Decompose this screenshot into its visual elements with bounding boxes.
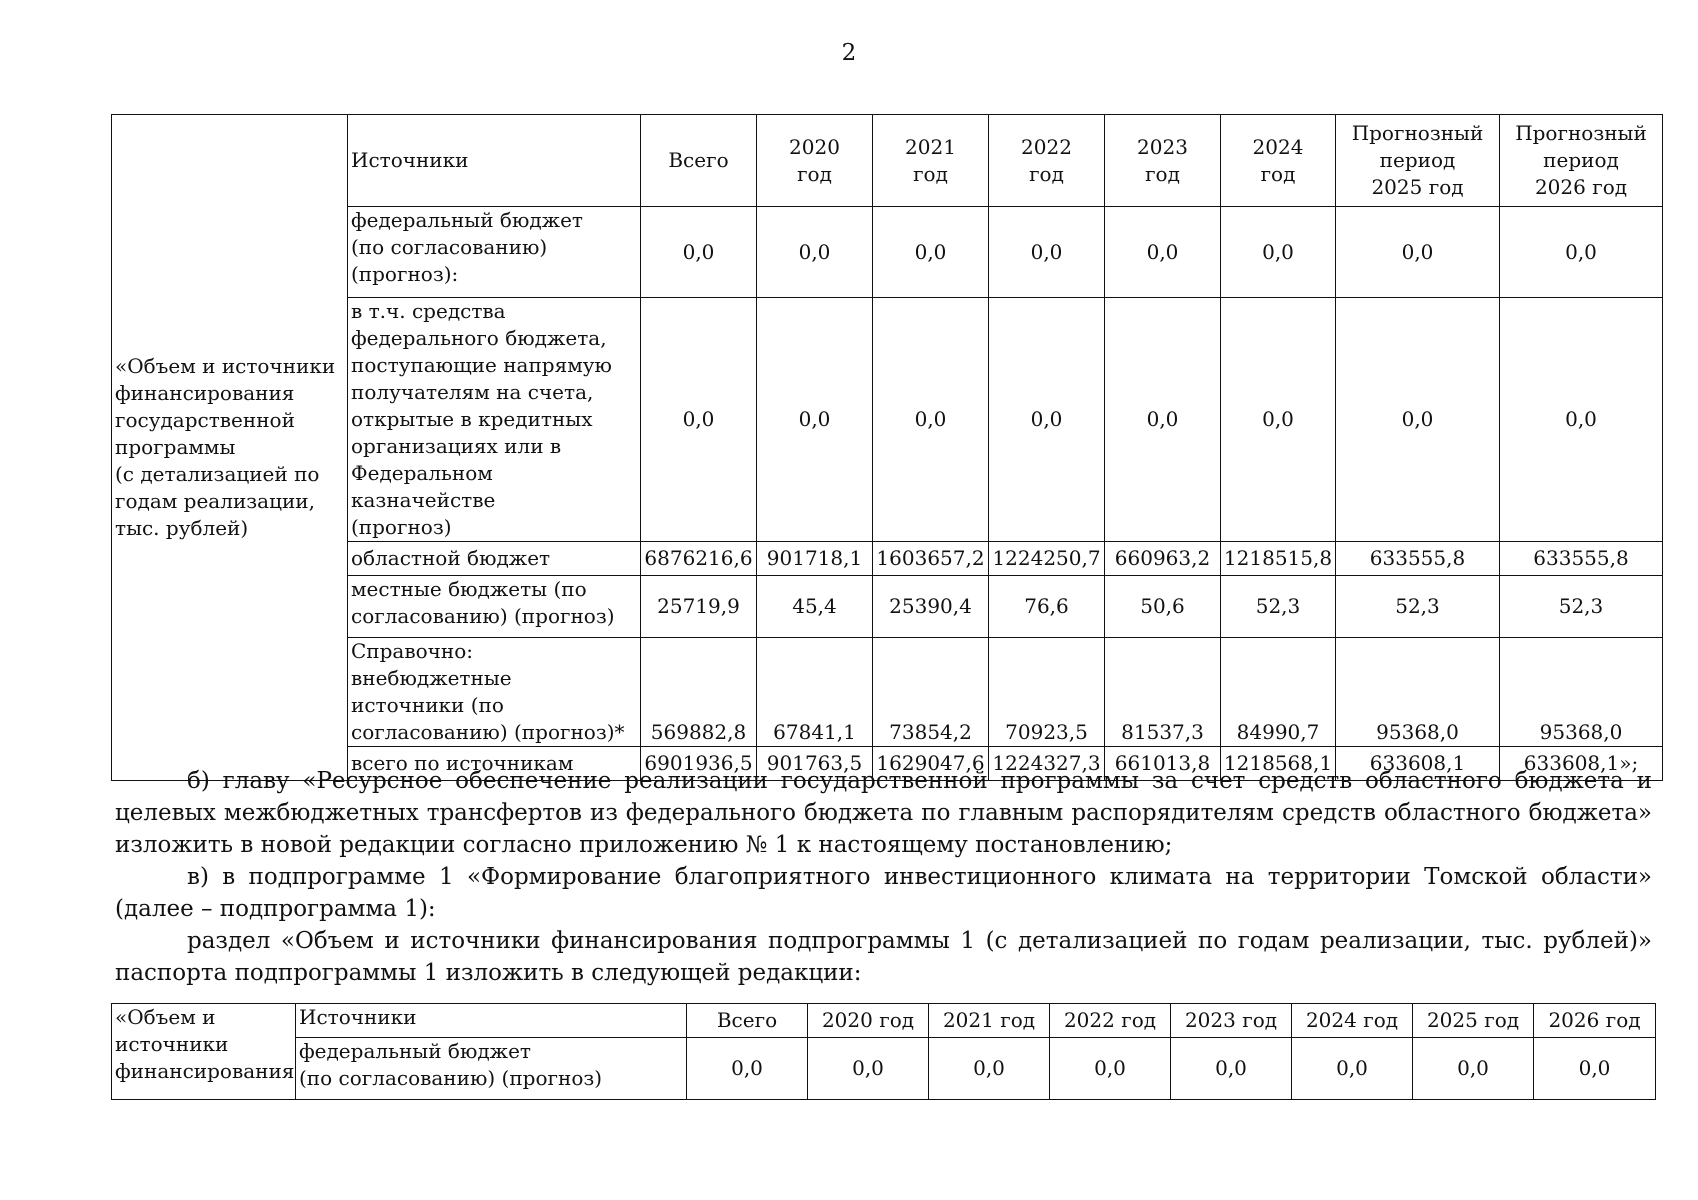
body-text	[115, 765, 1652, 989]
value-cell: 0,0	[1292, 1038, 1413, 1100]
header-cell-2024: 2024 год	[1292, 1004, 1413, 1038]
value-cell: 52,3	[1221, 576, 1336, 638]
source-cell: областной бюджет	[348, 542, 641, 576]
value-cell: 0,0	[1500, 207, 1663, 298]
value-cell: 0,0	[989, 207, 1105, 298]
value-cell: 0,0	[641, 298, 757, 542]
paragraph-v: в) в подпрограмме 1 «Формирование благоприятного инвестиционного климата на территории Томской области» (далее – подпрограмма 1):	[115, 864, 1652, 922]
value-cell: 633555,8	[1336, 542, 1500, 576]
value-cell: 70923,5	[989, 638, 1105, 747]
header-cell-2021: 2021 год	[929, 1004, 1050, 1038]
header-cell-2025: Прогнозный период 2025 год	[1336, 115, 1500, 207]
table-row	[112, 1038, 1656, 1100]
value-cell: 1218515,8	[1221, 542, 1336, 576]
value-cell: 6901936,5	[641, 747, 757, 781]
header-cell-2020: 2020 год	[808, 1004, 929, 1038]
value-cell: 901718,1	[757, 542, 873, 576]
header-cell-2023: 2023 год	[1171, 1004, 1292, 1038]
value-cell: 569882,8	[641, 638, 757, 747]
header-cell-2020: 2020 год	[757, 115, 873, 207]
value-cell: 633555,8	[1500, 542, 1663, 576]
value-cell: 0,0	[1050, 1038, 1171, 1100]
value-cell: 633608,1»;	[1500, 747, 1663, 781]
value-cell: 0,0	[873, 298, 989, 542]
value-cell: 52,3	[1500, 576, 1663, 638]
value-cell: 1224250,7	[989, 542, 1105, 576]
source-cell: федеральный бюджет (по согласованию) (прогноз)	[296, 1038, 687, 1100]
value-cell: 0,0	[1221, 207, 1336, 298]
header-cell-2021: 2021 год	[873, 115, 989, 207]
value-cell: 0,0	[1171, 1038, 1292, 1100]
value-cell: 0,0	[873, 207, 989, 298]
header-cell-total: Всего	[641, 115, 757, 207]
value-cell: 52,3	[1336, 576, 1500, 638]
value-cell: 25719,9	[641, 576, 757, 638]
value-cell: 50,6	[1105, 576, 1221, 638]
value-cell: 1218568,1	[1221, 747, 1336, 781]
value-cell: 0,0	[808, 1038, 929, 1100]
value-cell: 0,0	[1413, 1038, 1534, 1100]
value-cell: 81537,3	[1105, 638, 1221, 747]
value-cell: 0,0	[757, 207, 873, 298]
paragraph-section: раздел «Объем и источники финансирования подпрограммы 1 (с детализацией по годам реализации, тыс. рублей)» паспорта подпрограммы 1 изложить в следующей редакции:	[115, 928, 1652, 986]
source-cell: местные бюджеты (по согласованию) (прогноз)	[348, 576, 641, 638]
value-cell: 1603657,2	[873, 542, 989, 576]
value-cell: 1629047,6	[873, 747, 989, 781]
header-cell-2024: 2024 год	[1221, 115, 1336, 207]
value-cell: 25390,4	[873, 576, 989, 638]
table-header-row	[112, 115, 1663, 207]
value-cell: 0,0	[687, 1038, 808, 1100]
value-cell: 0,0	[1105, 298, 1221, 542]
source-cell: в т.ч. средства федерального бюджета, поступающие напрямую получателям на счета, открытые в кредитных организациях или в Федеральном казначействе (прогноз)	[348, 298, 641, 542]
page-number: 2	[841, 40, 857, 66]
value-cell: 0,0	[1500, 298, 1663, 542]
financing-table-program	[111, 114, 1663, 781]
source-cell: всего по источникам	[348, 747, 641, 781]
row-label-cell: «Объем и источники финансирования	[112, 1004, 296, 1100]
header-cell-2025: 2025 год	[1413, 1004, 1534, 1038]
value-cell: 84990,7	[1221, 638, 1336, 747]
header-cell-2023: 2023 год	[1105, 115, 1221, 207]
value-cell: 0,0	[1221, 298, 1336, 542]
source-cell: федеральный бюджет (по согласованию) (прогноз):	[348, 207, 641, 298]
header-cell-sources: Источники	[296, 1004, 687, 1038]
value-cell: 6876216,6	[641, 542, 757, 576]
paragraph-b: б) главу «Ресурсное обеспечение реализации государственной программы за счет средств областного бюджета и целевых межбюджетных трансфертов из федерального бюджета по главным распорядителям средств областного бюджета» изложить в новой редакции согласно приложению № 1 к настоящему постановлению;	[115, 768, 1652, 858]
value-cell: 0,0	[1105, 207, 1221, 298]
source-cell: Справочно: внебюджетные источники (по согласованию) (прогноз)*	[348, 638, 641, 747]
value-cell: 633608,1	[1336, 747, 1500, 781]
value-cell: 95368,0	[1336, 638, 1500, 747]
header-cell-2026: 2026 год	[1534, 1004, 1656, 1038]
header-cell-sources: Источники	[348, 115, 641, 207]
value-cell: 0,0	[929, 1038, 1050, 1100]
value-cell: 0,0	[989, 298, 1105, 542]
value-cell: 0,0	[757, 298, 873, 542]
value-cell: 0,0	[1336, 298, 1500, 542]
value-cell: 901763,5	[757, 747, 873, 781]
header-cell-2022: 2022 год	[989, 115, 1105, 207]
value-cell: 45,4	[757, 576, 873, 638]
financing-table-subprogram	[111, 1003, 1656, 1100]
value-cell: 73854,2	[873, 638, 989, 747]
value-cell: 0,0	[1534, 1038, 1656, 1100]
row-label-cell: «Объем и источники финансирования государственной программы (с детализацией по годам реализации, тыс. рублей)	[112, 115, 348, 781]
header-cell-2026: Прогнозный период 2026 год	[1500, 115, 1663, 207]
header-cell-total: Всего	[687, 1004, 808, 1038]
value-cell: 95368,0	[1500, 638, 1663, 747]
value-cell: 67841,1	[757, 638, 873, 747]
table-header-row	[112, 1004, 1656, 1038]
value-cell: 661013,8	[1105, 747, 1221, 781]
value-cell: 660963,2	[1105, 542, 1221, 576]
value-cell: 0,0	[641, 207, 757, 298]
value-cell: 0,0	[1336, 207, 1500, 298]
value-cell: 76,6	[989, 576, 1105, 638]
header-cell-2022: 2022 год	[1050, 1004, 1171, 1038]
value-cell: 1224327,3	[989, 747, 1105, 781]
